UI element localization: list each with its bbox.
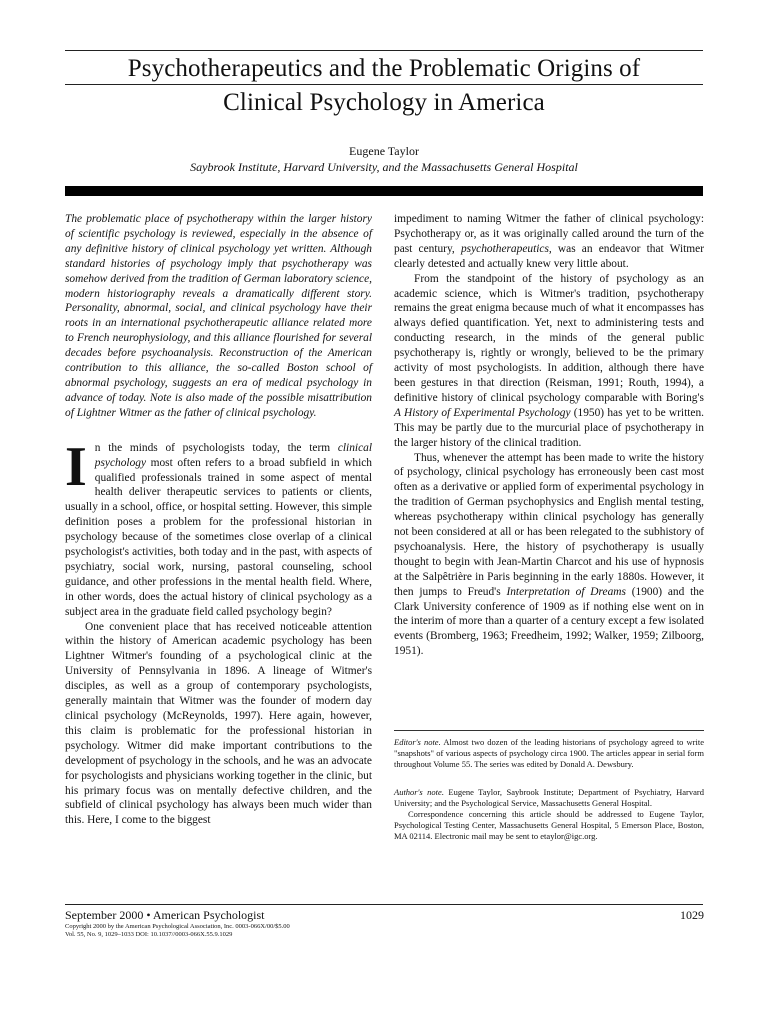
body-paragraph-3: impediment to naming Witmer the father of clinical psychology: Psychotherapy or, as it was originally called around the turn of the past century, psychotherapeutics, was an endeavor that Witmer clearly detested and actually knew very little about. <box>394 213 704 270</box>
article-title-line2: Clinical Psychology in America <box>223 89 545 116</box>
body-paragraph-4: From the standpoint of the history of psychology as an academic science, which is Witmer's tradition, psychotherapy remains the great enigma because much of what it encompasses has always defied quantification. Yet, next to administering tests and conducting research, in the minds of the general public psychotherapy is, rightly or wrongly, believed to be the primary activity of most psychologists. In addition, although there have been gestures in that direction (Reisman, 1991; Routh, 1994), a definitive history of clinical psychology comparable with Boring's A History of Experimental Psychology (1950) has yet to be written. This may be partly due to the murcurial place of psychotherapy in the larger history of the clinical tradition. <box>394 272 704 449</box>
body-paragraph-1: In the minds of psychologists today, the term clinical psychology most often refers to a broad subfield in which qualified professionals trained in some aspect of mental health deliver therapeutic services to patients or clients, usually in a school, office, or hospital setting. However, this simple definition poses a problem for the professional historian in psychology because of the sometimes close overlap of a clinical psychologist's activities, both today and in the past, with aspects of psychiatry, social work, nursing, pastoral counseling, school guidance, and other professions in the mental health field. Where, in other words, does the actual history of clinical psychology as a subject area in the graduate field called psychology begin? <box>65 435 372 618</box>
page-number: 1029 <box>680 908 704 922</box>
right-column <box>394 212 704 659</box>
correspondence-note: Correspondence concerning this article should be addressed to Eugene Taylor, Psychological Testing Center, Massachusetts General Hospital, 5 Emerson Place, Boston, MA 02114. Electronic mail may be sent to etaylor@igc.org. <box>394 809 704 842</box>
body-paragraph-2: One convenient place that has received noticeable attention within the history of American academic psychology has been Lightner Witmer's founding of a psychological clinic at the University of Pennsylvania in 1896. A lineage of Witmer's disciples, as well as a group of contemporary psychologists, generally maintain that Witmer was the founder of modern day clinical psychology (McReynolds, 1997). Here again, however, this claim is problematic for the professional historian in psychology. Witmer did make important contributions to the development of psychology in the schools, and he was an advocate for psychologists and physicians working together in the clinic, but his primary focus was on mentally defective children, and the subfield of clinical psychology has always been much wider than this. Here, I come to the biggest <box>65 620 372 827</box>
article-notes <box>394 730 704 843</box>
copyright-notice: Copyright 2000 by the American Psychological Association, Inc. 0003-066X/00/$5.00 Vol. 55, No. 9, 1029–1033 DOI: 10.1037//0003-066X.55.9.1029 <box>65 923 290 938</box>
title-mid-rule <box>65 84 703 85</box>
editor-note: Editor's note. Almost two dozen of the leading historians of psychology agreed to write "snapshots" of various aspects of psychology circa 1900. The articles appear in serial form throughout Volume 55. The series was edited by Donald A. Dewsbury. <box>394 737 704 770</box>
header-divider-bar <box>65 186 703 196</box>
author-name: Eugene Taylor <box>349 144 419 158</box>
author-affiliation: Saybrook Institute, Harvard University, and the Massachusetts General Hospital <box>190 160 578 174</box>
article-title-line1: Psychotherapeutics and the Problematic Origins of <box>127 55 641 82</box>
body-paragraph-5: Thus, whenever the attempt has been made to write the history of psychology, clinical psychology has erroneously been cast most often as a derivative or applied form of experimental psychology in the tradition of German psychophysics and English mental testing, whereas psychotherapy within clinical psychology has generally not been considered at all or has been relegated to the subhistory of psychoanalysis. Here, the history of psychotherapy is usually thought to begin with Jean-Martin Charcot and his use of hypnosis at the Salpêtrière in Paris beginning in the early 1880s. However, it then jumps to Freud's Interpretation of Dreams (1900) and the Clark University conference of 1909 as if nothing else went on in the interim of more than a quarter of a century except a few isolated events (Bromberg, 1963; Freedheim, 1992; Walker, 1959; Zilboorg, 1951). <box>394 451 704 658</box>
footer-rule <box>65 904 703 905</box>
journal-issue: September 2000 • American Psychologist <box>65 908 265 922</box>
abstract: The problematic place of psychotherapy within the larger history of scientific psychology is reviewed, especially in the absence of any definitive history of clinical psychology yet written. Although standard histories of psychology imply that psychotherapy was somehow derived from the tradition of German laboratory science, modern historiography reveals a dramatically different story. Personality, abnormal, social, and clinical psychology have their roots in an international psychotherapeutic alliance related more to French neurophysiology, and this alliance flourished for several decades before psychoanalysis. Reconstruction of the American contribution to this alliance, the so-called Boston school of abnormal psychology, suggests an era of medical psychology in advance of today. Note is also made of the possible misattribution of Lightner Witmer as the father of clinical psychology. <box>65 213 372 419</box>
drop-cap: I <box>65 435 87 498</box>
top-rule <box>65 50 703 51</box>
author-note: Author's note. Eugene Taylor, Saybrook Institute; Department of Psychiatry, Harvard University; and the Psychological Service, Massachusetts General Hospital. <box>394 786 704 808</box>
left-column <box>65 212 372 828</box>
